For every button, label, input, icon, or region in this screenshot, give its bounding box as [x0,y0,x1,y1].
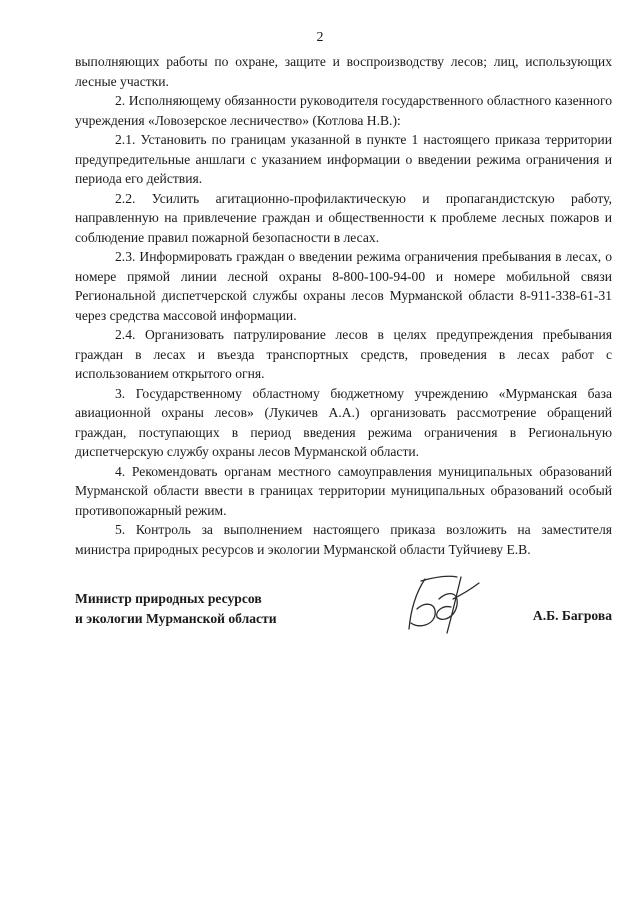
signer-title [75,589,277,628]
signature-block [75,585,612,645]
paragraph-item-3: 3. Государственному областному бюджетному учреждению «Мурманская база авиационной охраны лесов» (Лукичев А.А.) организовать рассмотрение обращений граждан, поступающих в период введения режима ограничения в Региональную диспетчерскую службу охраны лесов Мурманской области. [75,385,612,459]
paragraph-item-2: 2. Исполняющему обязанности руководителя государственного областного казенного учреждения «Ловозерское лесничество» (Котлова Н.В.): [75,93,612,128]
paragraph-item-2-2: 2.2. Усилить агитационно-профилактическую и пропагандистскую работу, направленную на привлечение граждан и общественности к проблеме лесных пожаров и соблюдение правил пожарной безопасности в лесах. [75,190,612,245]
signer-title-line-2: и экологии Мурманской области [75,610,277,626]
paragraph-item-2-4: 2.4. Организовать патрулирование лесов в целях предупреждения пребывания граждан в лесах и въезда транспортных средств, проведения в лесах работ с использованием открытого огня. [75,327,612,381]
paragraph-item-2-3: 2.3. Информировать граждан о введении режима ограничения пребывания в лесах, о номере прямой линии лесной охраны 8-800-100-94-00 и номере мобильной связи Региональной диспетчерской службы охраны лесов Мурманской области 8-911-338-61-31 через средства массовой информации. [75,249,612,323]
paragraph-continuation: выполняющих работы по охране, защите и воспроизводству лесов; лиц, использующих лесные участки. [75,54,612,89]
paragraph-item-4: 4. Рекомендовать органам местного самоуправления муниципальных образований Мурманской области ввести в границах территории муниципальных образований особый противопожарный режим. [75,463,612,518]
document-body [75,52,612,559]
handwritten-signature [395,569,485,641]
signer-title-line-1: Министр природных ресурсов [75,591,262,606]
paragraph-item-5: 5. Контроль за выполнением настоящего приказа возложить на заместителя министра природных ресурсов и экологии Мурманской области Туйчиеву Е.В. [75,522,612,557]
signer-name: А.Б. Багрова [532,608,612,623]
paragraph-item-2-1: 2.1. Установить по границам указанной в пункте 1 настоящего приказа территории предупредительные аншлаги с указанием информации о введении режима ограничения и периода его действия. [75,132,612,186]
page-number: 2 [316,30,324,45]
